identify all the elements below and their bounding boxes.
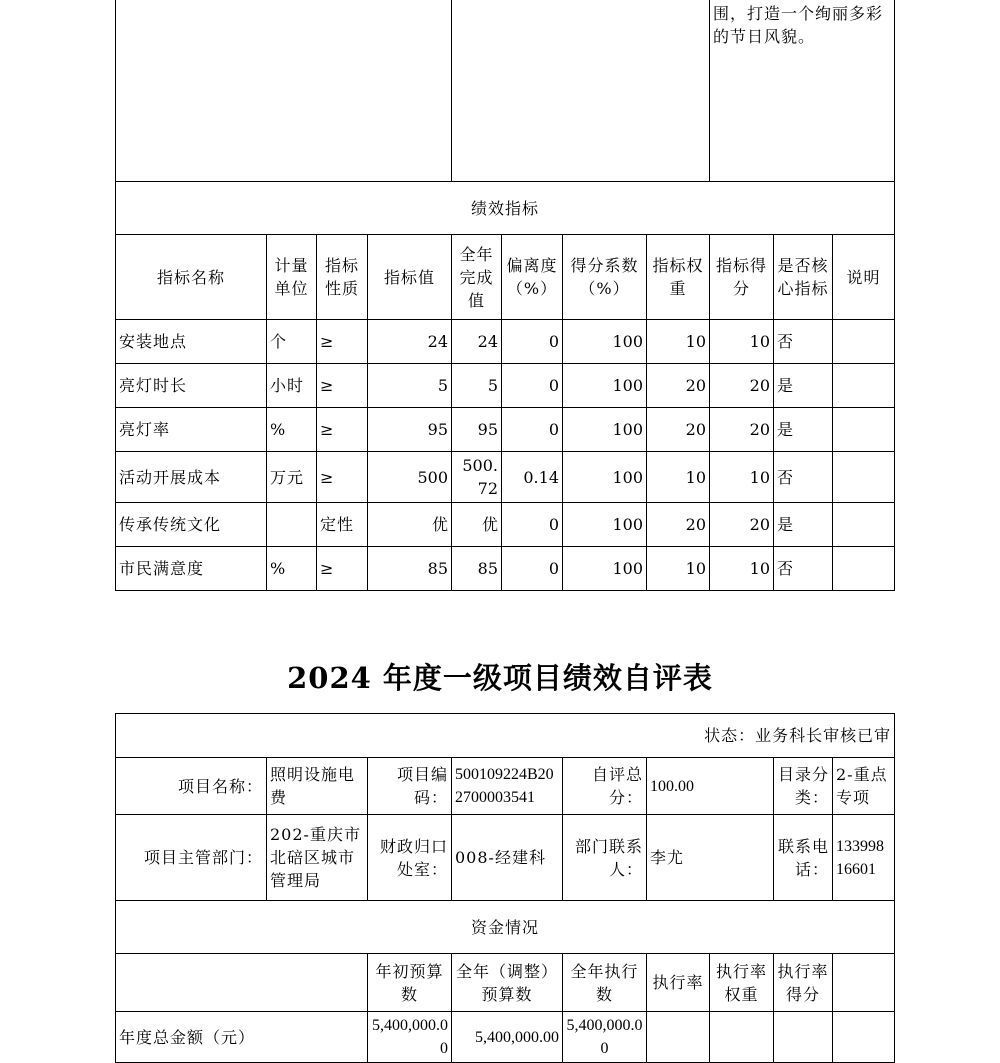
kpi-cell-actual: 24 xyxy=(452,320,502,364)
self-eval-table xyxy=(115,713,895,1063)
kpi-table xyxy=(115,0,895,591)
kpi-cell-core: 是 xyxy=(774,503,833,547)
kpi-rows xyxy=(116,320,895,591)
kpi-row xyxy=(116,452,895,503)
funds-header-rate: 执行率 xyxy=(647,954,710,1012)
narrative-row xyxy=(116,0,895,182)
header-weight: 指标权重 xyxy=(647,235,710,320)
kpi-cell-score: 10 xyxy=(710,452,774,503)
kpi-cell-actual: 500.72 xyxy=(452,452,502,503)
header-nature: 指标性质 xyxy=(317,235,368,320)
kpi-cell-nature: ≥ xyxy=(317,408,368,452)
kpi-cell-nature: ≥ xyxy=(317,547,368,591)
kpi-cell-coef: 100 xyxy=(563,547,647,591)
kpi-cell-value: 85 xyxy=(368,547,452,591)
kpi-cell-unit: 小时 xyxy=(267,364,317,408)
funds-header-initial: 年初预算数 xyxy=(368,954,452,1012)
kpi-cell-score: 20 xyxy=(710,503,774,547)
kpi-cell-note xyxy=(833,547,895,591)
kpi-cell-note xyxy=(833,408,895,452)
funds-cell-executed: 5,400,000.00 xyxy=(563,1012,647,1063)
project-code: 500109224B202700003541 xyxy=(452,758,563,815)
kpi-row xyxy=(116,364,895,408)
kpi-cell-unit: % xyxy=(267,408,317,452)
kpi-cell-score: 20 xyxy=(710,408,774,452)
kpi-row xyxy=(116,547,895,591)
funds-cell-extra xyxy=(833,1012,895,1063)
kpi-cell-value: 优 xyxy=(368,503,452,547)
header-deviation: 偏离度（%） xyxy=(502,235,563,320)
funds-header-rate-weight: 执行率权重 xyxy=(710,954,774,1012)
kpi-cell-nature: ≥ xyxy=(317,320,368,364)
kpi-cell-value: 24 xyxy=(368,320,452,364)
kpi-row xyxy=(116,408,895,452)
department-row xyxy=(116,815,895,901)
catalog: 2-重点专项 xyxy=(833,758,895,815)
funds-header-row xyxy=(116,954,895,1012)
header-score: 指标得分 xyxy=(710,235,774,320)
kpi-cell-weight: 20 xyxy=(647,408,710,452)
project-name: 照明设施电费 xyxy=(267,758,368,815)
kpi-cell-coef: 100 xyxy=(563,364,647,408)
funds-header-blank xyxy=(116,954,368,1012)
kpi-cell-actual: 优 xyxy=(452,503,502,547)
header-unit: 计量单位 xyxy=(267,235,317,320)
kpi-cell-coef: 100 xyxy=(563,452,647,503)
status-text: 状态：业务科长审核已审 xyxy=(116,714,895,758)
kpi-cell-name: 亮灯率 xyxy=(116,408,267,452)
kpi-cell-unit: 个 xyxy=(267,320,317,364)
kpi-cell-weight: 20 xyxy=(647,503,710,547)
kpi-cell-core: 是 xyxy=(774,364,833,408)
contact-label: 部门联系人： xyxy=(563,815,647,901)
kpi-cell-actual: 5 xyxy=(452,364,502,408)
funds-cell-rate-weight xyxy=(710,1012,774,1063)
kpi-header-row xyxy=(116,235,895,320)
kpi-cell-name: 传承传统文化 xyxy=(116,503,267,547)
self-score-label: 自评总分： xyxy=(563,758,647,815)
kpi-cell-deviation: 0 xyxy=(502,547,563,591)
kpi-cell-note xyxy=(833,320,895,364)
project-code-label: 项目编码： xyxy=(368,758,452,815)
kpi-cell-name: 市民满意度 xyxy=(116,547,267,591)
kpi-cell-value: 95 xyxy=(368,408,452,452)
kpi-cell-score: 10 xyxy=(710,320,774,364)
kpi-cell-score: 10 xyxy=(710,547,774,591)
dept-label: 项目主管部门： xyxy=(116,815,267,901)
kpi-cell-deviation: 0 xyxy=(502,320,563,364)
header-coef: 得分系数（%） xyxy=(563,235,647,320)
funds-cell-rate-score xyxy=(774,1012,833,1063)
kpi-cell-unit xyxy=(267,503,317,547)
kpi-cell-weight: 10 xyxy=(647,547,710,591)
catalog-label: 目录分类： xyxy=(774,758,833,815)
kpi-cell-nature: 定性 xyxy=(317,503,368,547)
kpi-cell-core: 是 xyxy=(774,408,833,452)
finance-label: 财政归口处室： xyxy=(368,815,452,901)
kpi-row xyxy=(116,503,895,547)
dept: 202-重庆市北碚区城市管理局 xyxy=(267,815,368,901)
header-value: 指标值 xyxy=(368,235,452,320)
funds-header-extra xyxy=(833,954,895,1012)
funds-cell-label: 年度总金额（元） xyxy=(116,1012,368,1063)
kpi-cell-deviation: 0 xyxy=(502,408,563,452)
kpi-cell-unit: % xyxy=(267,547,317,591)
funds-cell-adjusted: 5,400,000.00 xyxy=(452,1012,563,1063)
contact: 李尤 xyxy=(647,815,774,901)
header-core: 是否核心指标 xyxy=(774,235,833,320)
funds-section-title: 资金情况 xyxy=(116,901,895,954)
kpi-cell-core: 否 xyxy=(774,547,833,591)
kpi-cell-weight: 10 xyxy=(647,320,710,364)
form-title: 2024 年度一级项目绩效自评表 xyxy=(287,661,713,695)
kpi-cell-value: 5 xyxy=(368,364,452,408)
narrative-cell-2 xyxy=(452,0,710,182)
kpi-cell-note xyxy=(833,364,895,408)
kpi-cell-note xyxy=(833,503,895,547)
kpi-cell-core: 否 xyxy=(774,452,833,503)
funds-cell-initial: 5,400,000.00 xyxy=(368,1012,452,1063)
kpi-cell-coef: 100 xyxy=(563,503,647,547)
kpi-cell-value: 500 xyxy=(368,452,452,503)
header-name: 指标名称 xyxy=(116,235,267,320)
project-name-label: 项目名称： xyxy=(116,758,267,815)
phone-label: 联系电话： xyxy=(774,815,833,901)
funds-rows xyxy=(116,1012,895,1063)
project-info-row xyxy=(116,758,895,815)
header-note: 说明 xyxy=(833,235,895,320)
kpi-cell-name: 活动开展成本 xyxy=(116,452,267,503)
kpi-cell-actual: 85 xyxy=(452,547,502,591)
kpi-cell-coef: 100 xyxy=(563,408,647,452)
phone: 13399816601 xyxy=(833,815,895,901)
funds-cell-rate xyxy=(647,1012,710,1063)
kpi-cell-nature: ≥ xyxy=(317,452,368,503)
kpi-cell-score: 20 xyxy=(710,364,774,408)
kpi-cell-actual: 95 xyxy=(452,408,502,452)
kpi-cell-name: 安装地点 xyxy=(116,320,267,364)
funds-header-executed: 全年执行数 xyxy=(563,954,647,1012)
kpi-row xyxy=(116,320,895,364)
finance: 008-经建科 xyxy=(452,815,563,901)
kpi-cell-deviation: 0 xyxy=(502,503,563,547)
funds-row xyxy=(116,1012,895,1063)
kpi-cell-weight: 10 xyxy=(647,452,710,503)
self-score: 100.00 xyxy=(647,758,774,815)
kpi-cell-name: 亮灯时长 xyxy=(116,364,267,408)
kpi-cell-note xyxy=(833,452,895,503)
kpi-cell-core: 否 xyxy=(774,320,833,364)
kpi-cell-unit: 万元 xyxy=(267,452,317,503)
kpi-cell-coef: 100 xyxy=(563,320,647,364)
funds-header-adjusted: 全年（调整）预算数 xyxy=(452,954,563,1012)
kpi-cell-nature: ≥ xyxy=(317,364,368,408)
header-actual: 全年完成值 xyxy=(452,235,502,320)
kpi-section-title: 绩效指标 xyxy=(116,182,895,235)
funds-header-rate-score: 执行率得分 xyxy=(774,954,833,1012)
kpi-cell-weight: 20 xyxy=(647,364,710,408)
narrative-cell-1 xyxy=(116,0,452,182)
narrative-text: 围，打造一个绚丽多彩的节日风貌。 xyxy=(710,0,895,182)
kpi-cell-deviation: 0.14 xyxy=(502,452,563,503)
kpi-cell-deviation: 0 xyxy=(502,364,563,408)
